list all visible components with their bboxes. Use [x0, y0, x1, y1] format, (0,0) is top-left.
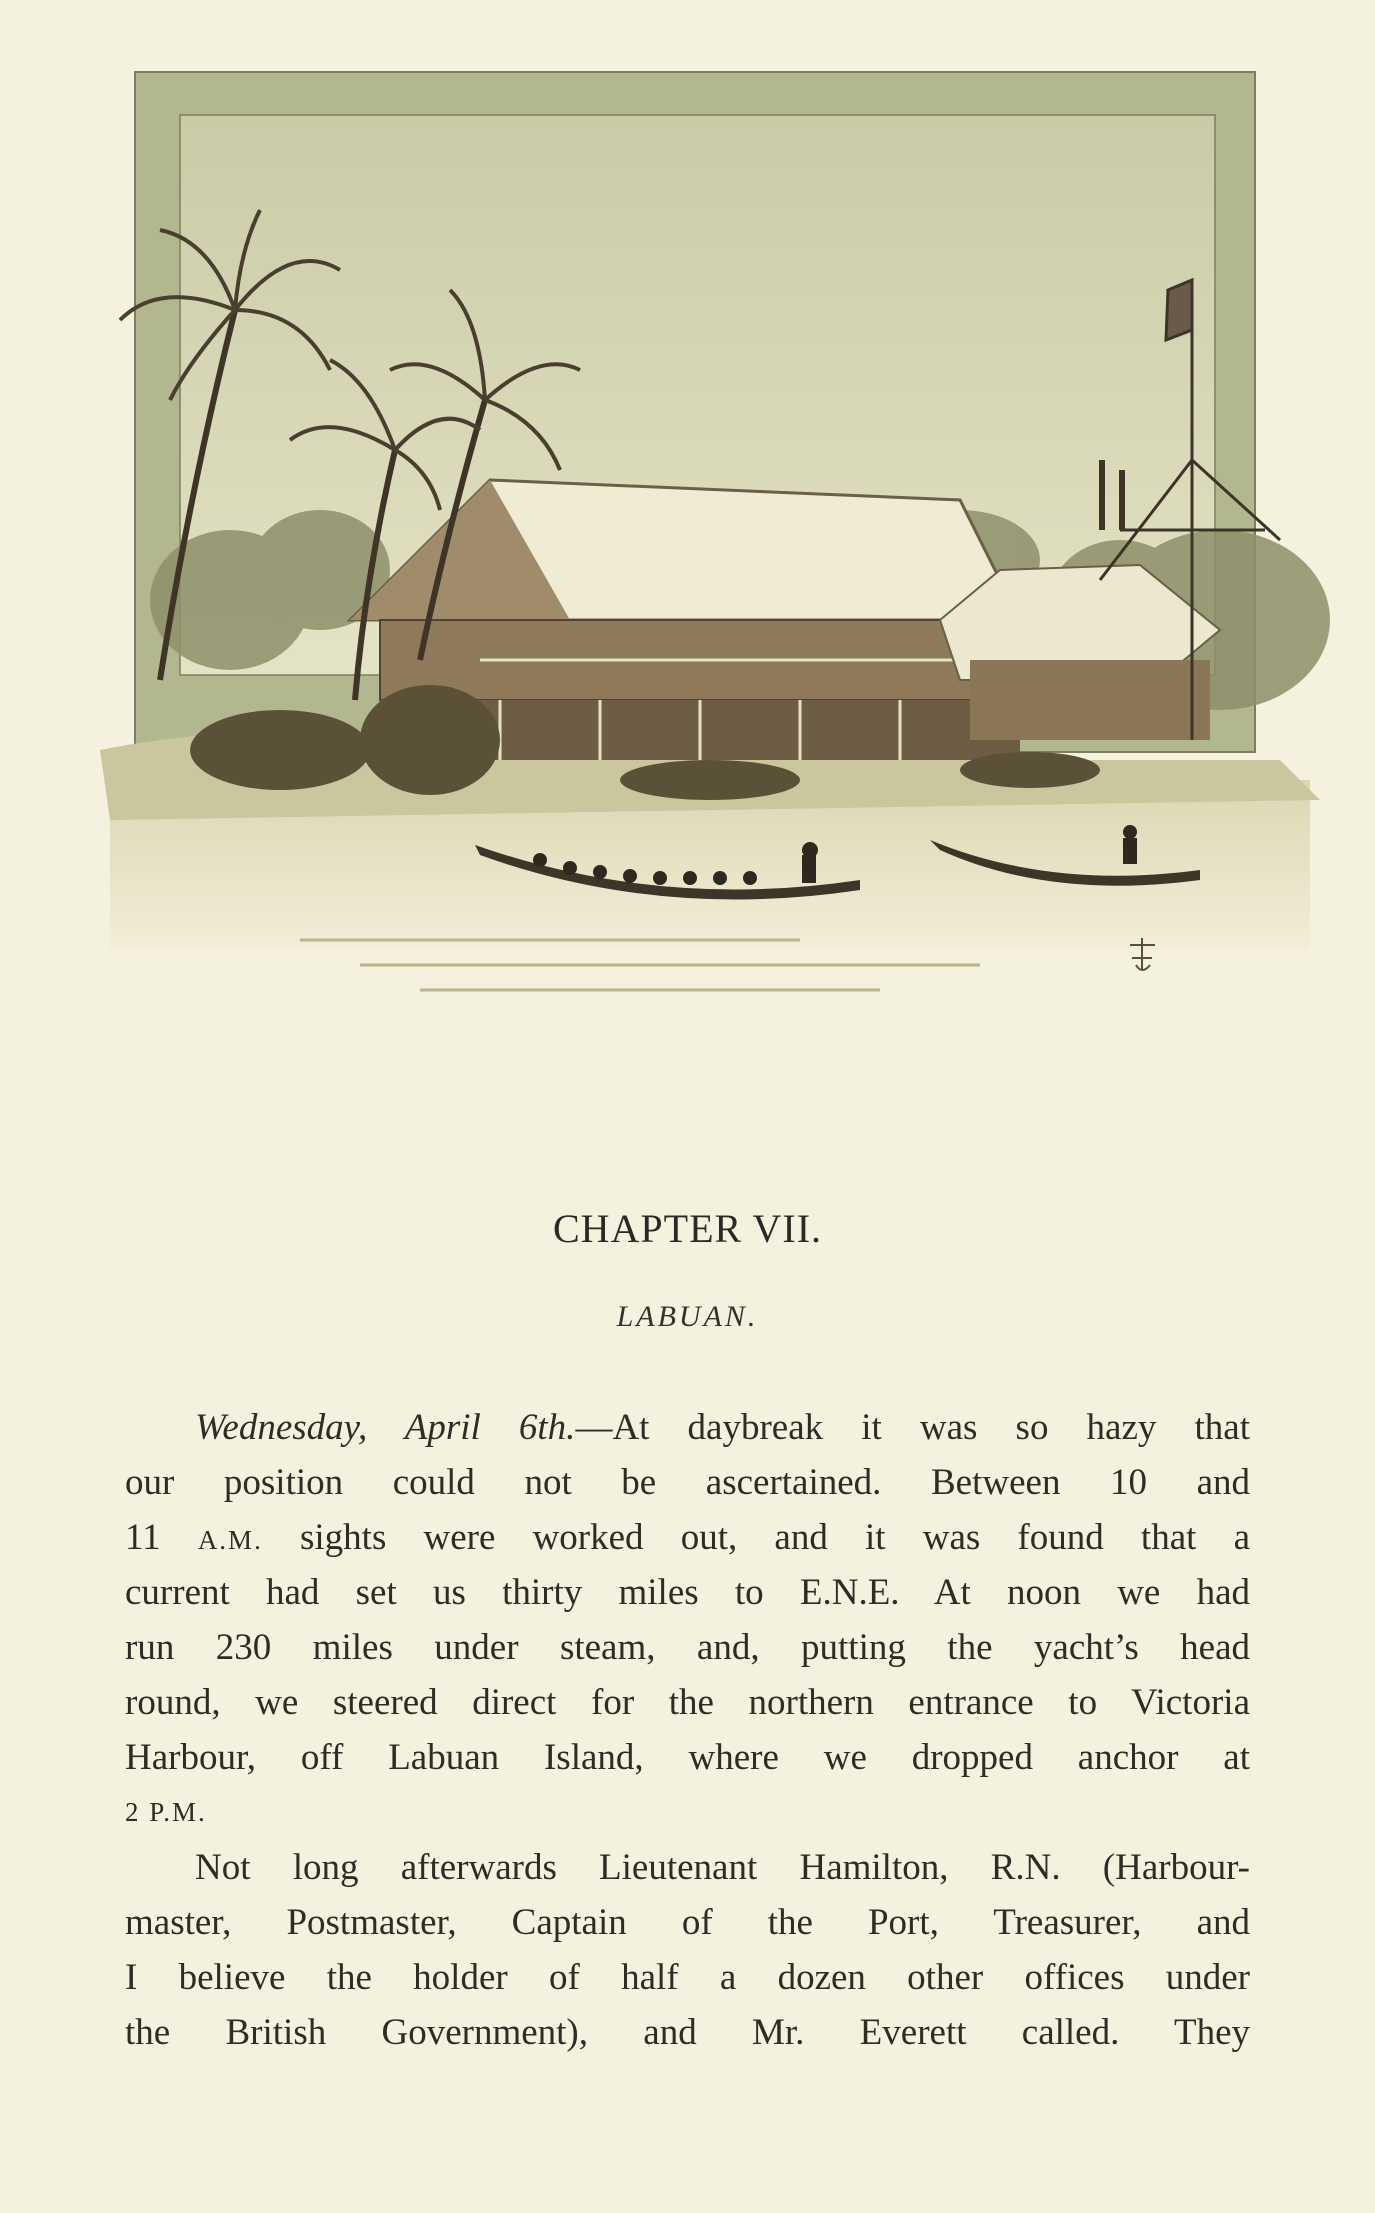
text-span: —At daybreak it was so hazy that	[575, 1407, 1250, 1448]
text-span: sights were worked out, and it was found that a	[300, 1517, 1250, 1558]
text-line: Not long afterwards Lieutenant Hamilton, R.N. (Harbour-	[195, 1847, 1250, 1888]
text-line: our position could not be ascertained. Between 10 and	[125, 1462, 1250, 1503]
text-line: Harbour, off Labuan Island, where we dropped anchor at	[125, 1737, 1250, 1778]
chapter-illustration	[100, 60, 1340, 1060]
chapter-subtitle: LABUAN.	[616, 1300, 759, 1333]
text-line	[125, 1510, 1250, 1565]
entry-date: Wednesday, April 6th.	[195, 1407, 576, 1448]
text-span: 11	[125, 1517, 161, 1558]
text-line: the British Government), and Mr. Everett called. They	[125, 2012, 1250, 2053]
text-line: I believe the holder of half a dozen other offices under	[125, 1957, 1250, 1998]
chapter-heading: CHAPTER VII.	[552, 1206, 823, 1251]
text-line: 2 P.M.	[125, 1797, 207, 1827]
text-line: master, Postmaster, Captain of the Port, Treasurer, and	[125, 1902, 1250, 1943]
small-caps: A.M.	[197, 1525, 263, 1555]
text-line: run 230 miles under steam, and, putting the yacht’s head	[125, 1627, 1250, 1668]
body-text	[125, 1400, 1250, 2060]
text-line: round, we steered direct for the northern entrance to Victoria	[125, 1682, 1250, 1723]
text-line: current had set us thirty miles to E.N.E. At noon we had	[125, 1572, 1250, 1613]
text-line	[125, 1400, 1250, 1455]
